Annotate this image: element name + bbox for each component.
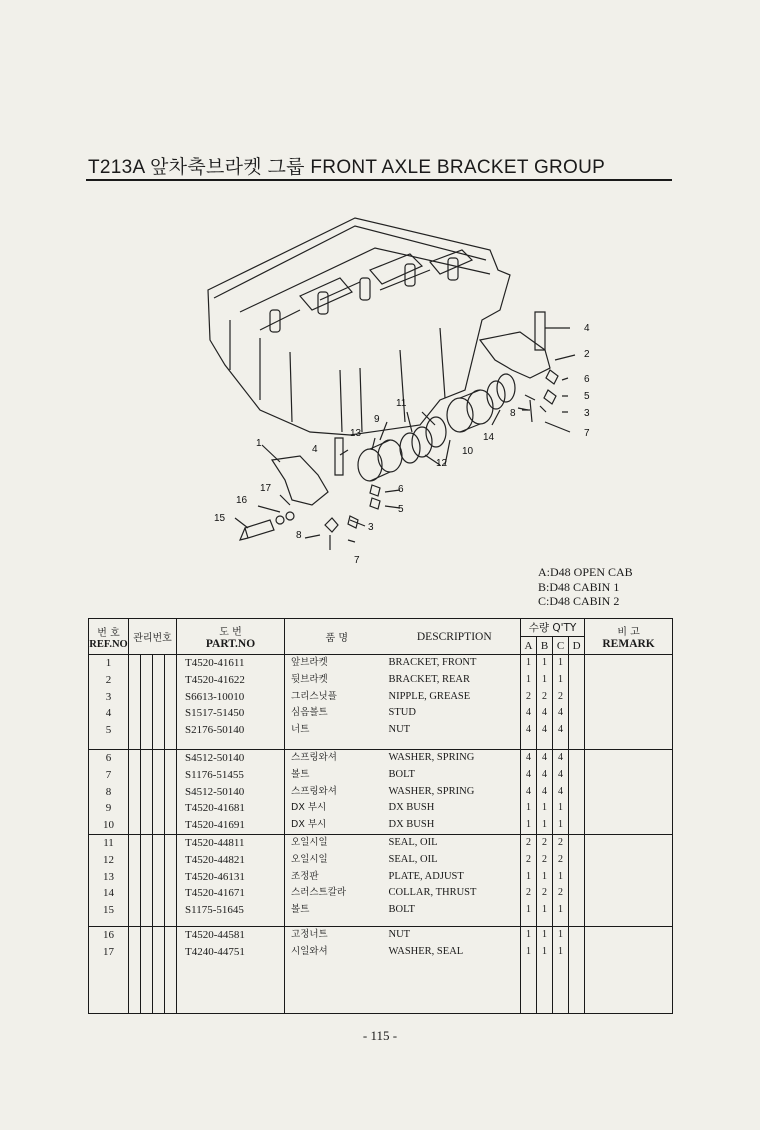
qty-c: 2 xyxy=(558,836,564,848)
qty-a: 2 xyxy=(526,836,532,848)
qty-c-cell xyxy=(553,750,569,835)
qty-a: 1 xyxy=(526,673,532,685)
ref-no: 9 xyxy=(105,802,112,815)
qty-b: 1 xyxy=(542,673,548,685)
qty-c: 1 xyxy=(558,945,564,957)
col-qty-c: C xyxy=(553,637,569,655)
part-name-kr: 오일시일 xyxy=(291,853,328,865)
callout-label: 9 xyxy=(374,414,380,425)
part-name-kr: 스프링와셔 xyxy=(291,752,337,763)
qty-c: 2 xyxy=(558,853,564,865)
part-no-cell xyxy=(177,834,285,926)
part-no-cell xyxy=(177,655,285,750)
qty-b-cell xyxy=(537,834,553,926)
qty-b-cell xyxy=(537,655,553,750)
part-no: T4520-41681 xyxy=(185,802,245,815)
part-name-kr: 오일시일 xyxy=(291,836,328,848)
part-name-kr: 조정판 xyxy=(291,870,319,882)
qty-c: 4 xyxy=(558,768,564,780)
qty-b: 1 xyxy=(542,802,548,814)
qty-a: 1 xyxy=(526,945,532,957)
description: NIPPLE, GREASE xyxy=(388,690,471,702)
qty-b: 4 xyxy=(542,785,548,797)
front-bracket xyxy=(272,456,328,505)
part-name-kr: 스러스트칼라 xyxy=(291,887,347,899)
qty-a: 4 xyxy=(526,752,532,763)
col-remark-header: 비 고 REMARK xyxy=(585,619,673,655)
description: BOLT xyxy=(388,904,415,916)
part-no-cell xyxy=(177,750,285,835)
part-name-kr: 뒷브라켓 xyxy=(291,673,328,685)
ref-no: 11 xyxy=(103,836,114,849)
qty-a: 1 xyxy=(526,819,532,831)
name-kr-cell xyxy=(285,926,389,1013)
page-number: - 115 - xyxy=(362,1028,398,1043)
callout-label: 16 xyxy=(236,495,248,506)
callout-label: 4 xyxy=(312,444,318,455)
qty-b: 4 xyxy=(542,768,548,780)
part-no: T4240-44751 xyxy=(185,945,245,958)
callout-label: 2 xyxy=(584,349,590,360)
qty-a: 1 xyxy=(526,870,532,882)
qty-a: 4 xyxy=(526,707,532,719)
part-no: S4512-50140 xyxy=(185,752,245,764)
description: WASHER, SEAL xyxy=(388,945,464,957)
axle-housing-ribs xyxy=(230,320,445,432)
callout-label: 7 xyxy=(354,555,360,566)
remark-cell xyxy=(585,834,673,926)
description: WASHER, SPRING xyxy=(388,752,475,763)
part-no: S1175-51645 xyxy=(185,904,244,917)
ref-no: 5 xyxy=(105,724,112,737)
part-no: T4520-44581 xyxy=(185,928,245,941)
remark-cell xyxy=(585,750,673,835)
ref-cell xyxy=(89,750,129,835)
part-name-kr: 심음볼트 xyxy=(291,707,328,719)
qty-a: 1 xyxy=(526,928,532,940)
qty-b: 1 xyxy=(542,819,548,831)
qty-a: 4 xyxy=(526,768,532,780)
col-ref-header: 번 호 REF.NO xyxy=(89,619,129,655)
description: BOLT xyxy=(388,768,415,780)
qty-c: 1 xyxy=(558,819,564,831)
title-rule xyxy=(86,179,672,181)
qty-c: 1 xyxy=(558,802,564,814)
description-cell xyxy=(389,655,521,750)
qty-c-cell xyxy=(553,926,569,1013)
description: PLATE, ADJUST xyxy=(388,870,464,882)
bolt-15 xyxy=(240,520,274,540)
description: COLLAR, THRUST xyxy=(388,887,477,899)
col-name-kr-header: 품 명 xyxy=(285,619,389,655)
callout-label: 6 xyxy=(398,484,404,495)
qty-a: 1 xyxy=(526,802,532,814)
callout-labels xyxy=(214,323,590,566)
ref-no: 14 xyxy=(103,887,114,900)
callout-label: 11 xyxy=(396,398,407,409)
callout-label: 13 xyxy=(350,428,362,439)
part-no: S1176-51455 xyxy=(185,768,244,781)
remark-cell xyxy=(585,926,673,1013)
axle-housing-outline xyxy=(208,218,510,435)
ref-no: 13 xyxy=(103,870,114,883)
qty-d-cell xyxy=(569,926,585,1013)
oil-seal-left xyxy=(400,433,420,463)
qty-c: 4 xyxy=(558,752,564,763)
parts-group xyxy=(89,750,673,835)
ref-no: 7 xyxy=(105,768,112,781)
qty-c: 1 xyxy=(558,673,564,685)
qty-a: 4 xyxy=(526,724,532,736)
ref-no: 8 xyxy=(105,785,112,798)
ref-cell xyxy=(89,655,129,750)
part-name-kr: DX 부시 xyxy=(291,802,327,814)
qty-a: 2 xyxy=(526,887,532,899)
parts-group xyxy=(89,926,673,1013)
legend-item: B:D48 CABIN 1 xyxy=(538,579,620,594)
qty-b-cell xyxy=(537,750,553,835)
part-no: T4520-41622 xyxy=(185,673,245,686)
callout-label: 8 xyxy=(510,408,516,419)
qty-b: 1 xyxy=(542,870,548,882)
ref-no: 2 xyxy=(105,673,112,686)
description-cell xyxy=(389,926,521,1013)
cab-variant-legend xyxy=(538,565,633,609)
qty-a-cell xyxy=(521,834,537,926)
part-name-kr: 앞브라켓 xyxy=(291,657,328,668)
qty-c: 2 xyxy=(558,690,564,702)
exploded-parts-diagram xyxy=(200,200,620,570)
qty-b: 4 xyxy=(542,724,548,736)
part-no-cell xyxy=(177,926,285,1013)
description: STUD xyxy=(388,707,416,719)
description: NUT xyxy=(388,928,411,940)
name-kr-cell xyxy=(285,655,389,750)
qty-a-cell xyxy=(521,655,537,750)
parts-table xyxy=(88,618,673,1014)
qty-b: 2 xyxy=(542,836,548,848)
part-name-kr: 볼트 xyxy=(291,904,310,916)
qty-c: 4 xyxy=(558,707,564,719)
qty-a: 4 xyxy=(526,785,532,797)
description: SEAL, OIL xyxy=(388,853,438,865)
qty-c: 1 xyxy=(558,870,564,882)
callout-label: 7 xyxy=(584,428,590,439)
ref-no: 6 xyxy=(105,752,112,764)
qty-b: 1 xyxy=(542,928,548,940)
qty-c-cell xyxy=(553,655,569,750)
rear-bracket xyxy=(480,332,550,378)
callout-label: 14 xyxy=(483,432,495,443)
col-qty-d: D xyxy=(569,637,585,655)
part-name-kr: 너트 xyxy=(291,724,310,736)
description: DX BUSH xyxy=(388,802,435,814)
description: BRACKET, FRONT xyxy=(388,657,477,668)
col-qty-a: A xyxy=(521,637,537,655)
qty-b: 1 xyxy=(542,657,548,668)
name-kr-cell xyxy=(285,750,389,835)
part-no: T4520-44821 xyxy=(185,853,245,866)
description: DX BUSH xyxy=(388,819,435,831)
callout-label: 5 xyxy=(398,504,404,515)
qty-a-cell xyxy=(521,926,537,1013)
ref-no: 15 xyxy=(103,904,114,917)
remark-cell xyxy=(585,655,673,750)
callout-label: 17 xyxy=(260,483,272,494)
qty-a: 1 xyxy=(526,657,532,668)
qty-c: 2 xyxy=(558,887,564,899)
callout-label: 3 xyxy=(584,408,590,419)
description: WASHER, SPRING xyxy=(388,785,475,797)
part-name-kr: DX 부시 xyxy=(291,819,327,831)
qty-c: 1 xyxy=(558,657,564,668)
part-no: S4512-50140 xyxy=(185,785,245,798)
ref-no: 12 xyxy=(103,853,114,866)
col-qty-b: B xyxy=(537,637,553,655)
ref-no: 17 xyxy=(103,945,114,958)
part-name-kr: 그리스닛플 xyxy=(291,690,337,702)
callout-label: 12 xyxy=(436,458,448,469)
callout-label: 8 xyxy=(296,530,302,541)
name-kr-cell xyxy=(285,834,389,926)
callout-label: 6 xyxy=(584,374,590,385)
col-mgmt-header: 관리번호 xyxy=(129,619,177,655)
qty-c: 1 xyxy=(558,904,564,916)
description: BRACKET, REAR xyxy=(388,673,470,685)
description-cell xyxy=(389,834,521,926)
part-no: S6613-10010 xyxy=(185,690,245,703)
description: SEAL, OIL xyxy=(388,836,438,848)
ref-no: 10 xyxy=(103,819,114,832)
description-cell xyxy=(389,750,521,835)
qty-b: 2 xyxy=(542,690,548,702)
part-name-kr: 시일와셔 xyxy=(291,945,328,957)
callout-label: 5 xyxy=(584,391,590,402)
part-name-kr: 볼트 xyxy=(291,768,310,780)
qty-c: 1 xyxy=(558,928,564,940)
qty-a: 2 xyxy=(526,690,532,702)
callout-label: 1 xyxy=(256,438,262,449)
qty-d-cell xyxy=(569,834,585,926)
qty-b: 1 xyxy=(542,904,548,916)
col-qty-header: 수량 Q'TY xyxy=(521,619,585,637)
ref-cell xyxy=(89,834,129,926)
qty-b: 4 xyxy=(542,707,548,719)
qty-a: 1 xyxy=(526,904,532,916)
part-no: T4520-41671 xyxy=(185,887,245,900)
qty-b: 1 xyxy=(542,945,548,957)
qty-d-cell xyxy=(569,750,585,835)
ref-no: 1 xyxy=(105,657,112,669)
ref-no: 4 xyxy=(105,707,112,720)
qty-b-cell xyxy=(537,926,553,1013)
legend-item: C:D48 CABIN 2 xyxy=(538,594,620,608)
legend-item: A:D48 OPEN CAB xyxy=(538,565,633,579)
qty-c-cell xyxy=(553,834,569,926)
qty-a-cell xyxy=(521,750,537,835)
qty-a: 2 xyxy=(526,853,532,865)
part-no: T4520-44811 xyxy=(185,836,245,849)
part-no: T4520-41691 xyxy=(185,819,245,832)
parts-group xyxy=(89,655,673,750)
ref-cell xyxy=(89,926,129,1013)
qty-b: 2 xyxy=(542,853,548,865)
callout-label: 10 xyxy=(462,446,474,457)
col-desc-header: DESCRIPTION xyxy=(389,619,521,655)
part-no: T4520-41611 xyxy=(185,657,245,669)
qty-c: 4 xyxy=(558,724,564,736)
part-name-kr: 스프링와셔 xyxy=(291,785,337,797)
part-name-kr: 고정너트 xyxy=(291,928,328,940)
qty-c: 4 xyxy=(558,785,564,797)
part-no: S2176-50140 xyxy=(185,724,245,737)
callout-label: 15 xyxy=(214,513,226,524)
description: NUT xyxy=(388,724,411,736)
part-no: S1517-51450 xyxy=(185,707,245,720)
callout-label: 3 xyxy=(368,522,374,533)
ref-no: 3 xyxy=(105,690,112,703)
part-no: T4520-46131 xyxy=(185,870,245,883)
col-part-header: 도 번 PART.NO xyxy=(177,619,285,655)
qty-b: 2 xyxy=(542,887,548,899)
parts-group xyxy=(89,834,673,926)
page-title: T213A 앞차축브라켓 그룹 FRONT AXLE BRACKET GROUP xyxy=(88,157,606,178)
ref-no: 16 xyxy=(103,928,114,941)
qty-d-cell xyxy=(569,655,585,750)
qty-b: 4 xyxy=(542,752,548,763)
callout-label: 4 xyxy=(584,323,590,334)
